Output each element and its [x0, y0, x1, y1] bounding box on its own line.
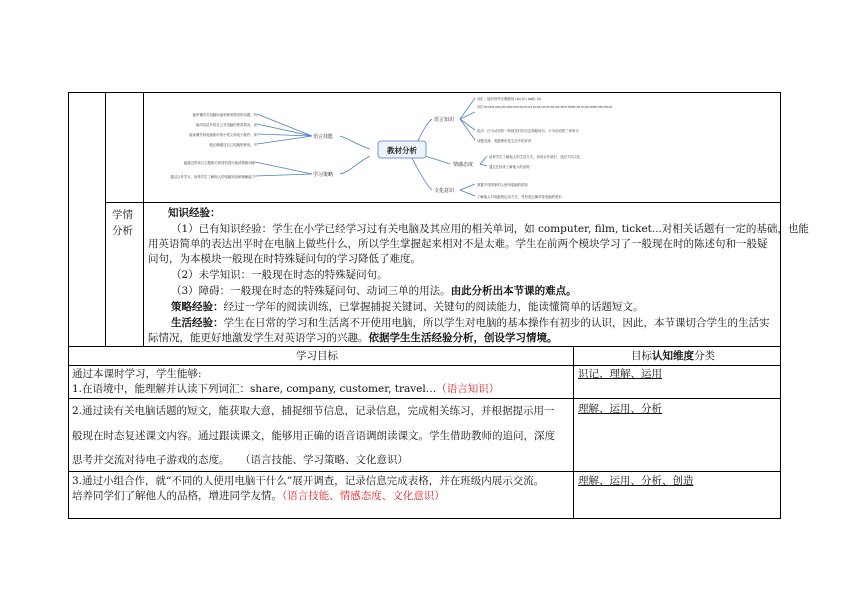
analysis-label-line2: 分析	[112, 225, 133, 237]
objective-row2-dimension: 理解、运用、分析	[578, 403, 662, 415]
strategy-experience	[171, 300, 644, 315]
mindmap-branch-emotion: 情感态度	[452, 162, 474, 168]
table-top-border	[68, 92, 781, 93]
row-divider-mindmap	[105, 202, 781, 203]
analysis-p2: （2）未学知识：一般现在时态的特殊疑问句。	[171, 269, 388, 281]
col-divider-2	[143, 92, 144, 346]
knowledge-heading: 知识经验：	[168, 207, 221, 219]
mindmap-left-note: 能正确描述自己电脑的使用。写	[209, 143, 257, 147]
mindmap-right-note: 话题交流：电脑使用及生活中的应用	[477, 139, 532, 143]
strategy-label: 策略经验：	[171, 301, 224, 313]
objective-row3-line2	[72, 489, 445, 504]
table-right-border	[780, 92, 781, 519]
mindmap-left-note: 能通过听读与主题相关的材料进行阅读策略训练	[183, 161, 255, 165]
analysis-p3-emphasis: 由此分析出本节课的难点。	[450, 285, 577, 297]
col-divider-objectives	[573, 346, 574, 519]
mindmap-branch-lang-skill: 语言技能	[312, 134, 334, 140]
objective-row1-tag: （语言知识）	[436, 383, 500, 395]
life-experience-line2	[148, 331, 558, 346]
mindmap-right-note: 掌握不同国家的人使用电脑的情况	[477, 183, 528, 187]
life-text-2: 际情况，能更好地激发学生对英语学习的兴趣。	[148, 332, 369, 344]
mindmap-branch-lang-know: 语言知识	[433, 117, 455, 123]
mindmap-right-note: 单词短语：share, Australia, company, often, customer, Internet, check, train, travel, plan, ticket, music movie, might, search, search for, information, email, send, game, sometimes, cinema, clothes, visit	[477, 105, 821, 109]
col-divider-1	[105, 92, 106, 346]
objective-row1-item	[72, 382, 499, 397]
objectives-header-left: 学习目标	[296, 350, 338, 362]
objective-row3-tag: （语言技能、情感态度、文化意识）	[282, 490, 445, 502]
objective-row3-dimension: 理解、运用、分析、创造	[578, 475, 694, 487]
header-right-pre: 目标	[631, 350, 652, 362]
analysis-p1-line2: 用英语简单的表达出平时在电脑上做些什么，所以学生掌握起来相对不是太难。学生在前两个模块学习了一般现在时的陈述句和一般疑	[148, 238, 768, 250]
analysis-p3-main: （3）障碍：一般现在时态的特殊疑问句、动词三单的用法。	[171, 285, 451, 297]
objective-row3-line1: 3.通过小组合作，就“不同的人使用电脑干什么”展开调查，记录信息完成表格，并在班级内展示交流。	[72, 475, 545, 487]
mindmap-left-note: 能用英语介绍自己对电脑的使用情况。说	[195, 123, 257, 127]
analysis-p1-line3: 问句，为本模块一般现在时特殊疑问句的学习降低了难度。	[148, 253, 421, 265]
mindmap-branch-culture: 文化意识	[433, 188, 455, 194]
objective-row2-line1: 2.通过读有关电脑话题的短文，能获取大意，捕捉细节信息，记录信息，完成相关练习，并根据提示用一	[72, 405, 555, 417]
objectives-header-right	[631, 349, 715, 364]
life-text: 学生在日常的学习和生活离不开使用电脑，所以学生对电脑的基本操作有初步的认识，因此，本节课切合学生的生活实	[223, 317, 770, 329]
row-divider-obj2	[68, 471, 781, 472]
row-divider-analysis	[68, 346, 781, 347]
objective-row2-line2: 般现在时态复述课文内容。通过跟读课文，能够用正确的语音语调朗读课文。学生借助教师的追问，深度	[72, 430, 555, 442]
mindmap-right-note: 了解他人对电脑的运用方式，并形成正确对待电脑的意识	[477, 195, 562, 199]
mindmap-right-note: 语法：行为动词的一般现在时的否定和疑问句，行为动词的三单形式	[477, 129, 579, 133]
life-emphasis: 依据学生生活经验分析，创设学习情境。	[368, 332, 558, 344]
life-label: 生活经验：	[171, 317, 224, 329]
analysis-label-line1: 学情	[112, 209, 133, 221]
mindmap-left-note: 能读懂介绍电脑知识的小短文和电子邮件。读	[189, 133, 257, 137]
mindmap-right-note: 培养学生了解他人的生活方式，形成合作意识，适应不同文化	[489, 155, 581, 159]
objective-row1-text: 1.在语境中，能理解并认读下列词汇：share, company, customer, travel…	[72, 383, 437, 395]
table-bottom-border	[68, 518, 781, 519]
mindmap-branch-learn-strat: 学习策略	[312, 172, 334, 178]
analysis-p1-line1: （1）已有知识经验：学生在小学已经学习过有关电脑及其应用的相关单词，如 computer, film, ticket...对相关话题有一定的基础，也能	[171, 223, 809, 235]
objective-row2-line3: 思考并交流对待电子游戏的态度。 （语言技能、学习策略、文化意识）	[72, 454, 408, 466]
strategy-text: 经过一学年的阅读训练，已掌握捕捉关键词、关键句的阅读能力，能读懂简单的话题短文。	[223, 301, 644, 313]
objective-row3-text: 培养同学们了解他人的品格，增进同学友情。	[72, 490, 282, 502]
objective-row1-intro: 通过本课时学习，学生能够:	[72, 368, 202, 380]
table-left-border	[68, 92, 69, 519]
mindmap-diagram	[145, 94, 821, 200]
objective-row1-dimension: 识记、理解、运用	[578, 368, 662, 380]
header-right-post: 分类	[694, 350, 715, 362]
life-experience-line1	[171, 316, 770, 331]
row-divider-header	[68, 365, 781, 366]
analysis-p3	[171, 284, 577, 299]
header-right-bold: 认知维度	[652, 350, 694, 362]
mindmap-right-note: 通过比较来了解他人的品格	[489, 165, 530, 169]
mindmap-center: 教材分析	[387, 146, 417, 155]
mindmap-left-note: 通过合作学习，培养学生了解他人的电脑知识和理解能力	[170, 175, 255, 179]
mindmap-left-note: 能听懂有关电脑用途和使用情况的话题。听	[192, 113, 257, 117]
row-divider-obj1	[68, 398, 781, 399]
mindmap-right-note: 词汇：能识别并正确使用 (w) (n) (adj) (v)	[477, 97, 542, 101]
